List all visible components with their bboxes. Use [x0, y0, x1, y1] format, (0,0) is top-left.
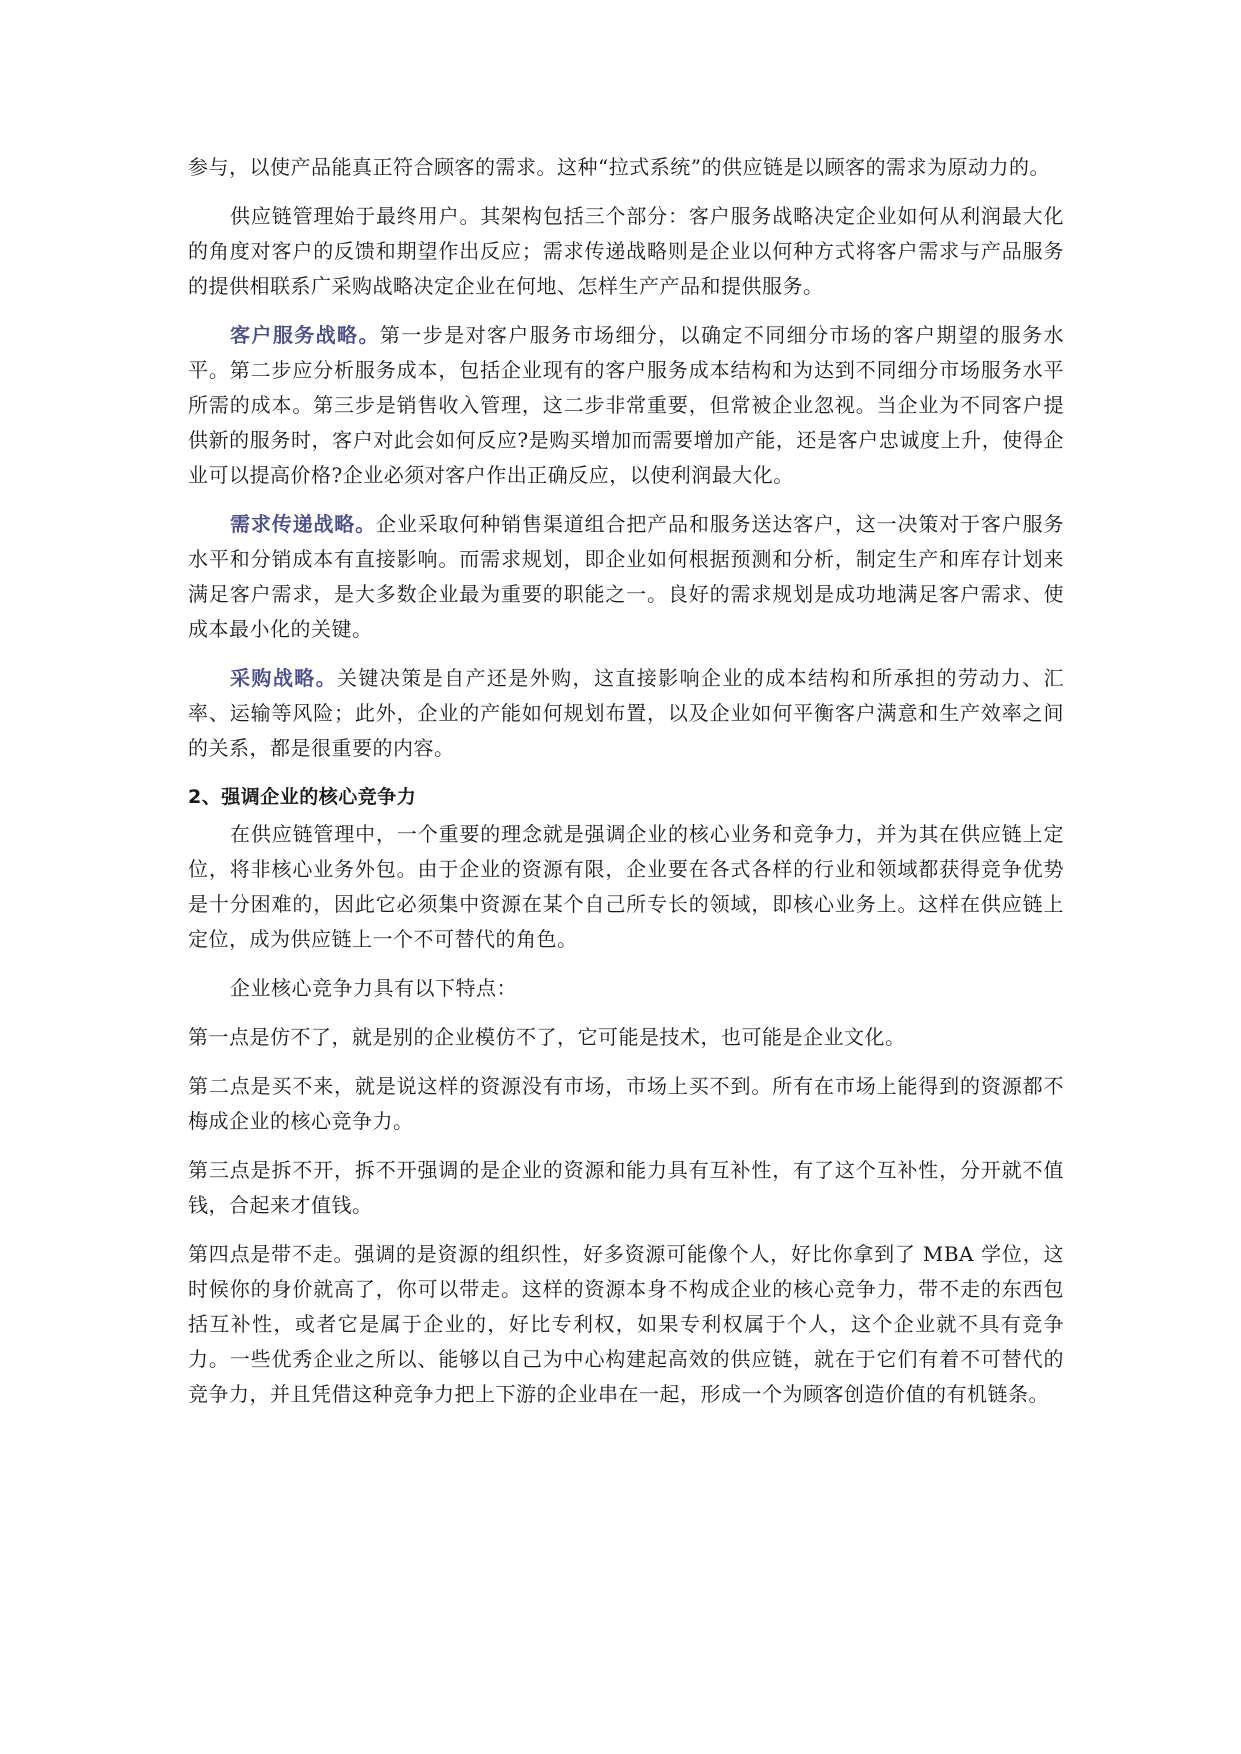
lead-demand-delivery-strategy: 需求传递战略。 [230, 512, 377, 536]
body-customer-service-strategy: 第一步是对客户服务市场细分，以确定不同细分市场的客户期望的服务水平。第二步应分析服务成本，包括企业现有的客户服务成本结构和为达到不同细分市场服务水平所需的成本。第三步是销售收入管理，这二步非常重要，但常被企业忽视。当企业为不同客户提供新的服务时，客户对此会如何反应?是购买增加而需要增加产能，还是客户忠诚度上升，使得企业可以提高价格?企业必须对客户作出正确反应，以使利润最大化。 [188, 323, 1065, 487]
paragraph-procurement-strategy [188, 661, 1064, 766]
paragraph-core-competence-features: 企业核心竞争力具有以下特点： [230, 976, 517, 1000]
section-heading-core-competence: 2、强调企业的核心竞争力 [188, 786, 417, 808]
paragraph-continuation: 参与，以使产品能真正符合顾客的需求。这种“拉式系统”的供应链是以顾客的需求为原动力的。 [188, 155, 1050, 179]
paragraph-core-competence-intro: 在供应链管理中，一个重要的理念就是强调企业的核心业务和竞争力，并为其在供应链上定位，将非核心业务外包。由于企业的资源有限，企业要在各式各样的行业和领域都获得竞争优势是十分困难的，因此它必须集中资源在某个自己所专长的领域，即核心业务上。这样在供应链上定位，成为供应链上一个不可替代的角色。 [188, 822, 1064, 951]
paragraph-point-three: 第三点是拆不开，拆不开强调的是企业的资源和能力具有互补性，有了这个互补性，分开就不值钱，合起来才值钱。 [188, 1158, 1064, 1217]
paragraph-demand-delivery-strategy [188, 507, 1064, 647]
paragraph-customer-service-strategy [188, 318, 1064, 493]
lead-customer-service-strategy: 客户服务战略。 [230, 323, 380, 347]
body-procurement-strategy: 关键决策是自产还是外购，这直接影响企业的成本结构和所承担的劳动力、汇率、运输等风险；此外，企业的产能如何规划布置，以及企业如何平衡客户满意和生产效率之间的关系，都是很重要的内容。 [188, 666, 1065, 760]
document-page [188, 150, 1064, 1426]
paragraph-supply-chain-architecture: 供应链管理始于最终用户。其架构包括三个部分：客户服务战略决定企业如何从利润最大化的角度对客户的反馈和期望作出反应；需求传递战略则是企业以何种方式将客户需求与产品服务的提供相联系广采购战略决定企业在何地、怎样生产产品和提供服务。 [188, 204, 1064, 298]
lead-procurement-strategy: 采购战略。 [230, 666, 338, 690]
body-demand-delivery-strategy: 企业采取何种销售渠道组合把产品和服务送达客户，这一决策对于客户服务水平和分销成本有直接影响。而需求规划，即企业如何根据预测和分析，制定生产和库存计划来满足客户需求，是大多数企业最为重要的职能之一。良好的需求规划是成功地满足客户需求、使成本最小化的关键。 [188, 512, 1065, 641]
paragraph-point-two: 第二点是买不来，就是说这样的资源没有市场，市场上买不到。所有在市场上能得到的资源都不梅成企业的核心竞争力。 [188, 1074, 1064, 1133]
paragraph-point-four: 第四点是带不走。强调的是资源的组织性，好多资源可能像个人，好比你拿到了 MBA 学位，这时候你的身价就高了，你可以带走。这样的资源本身不构成企业的核心竞争力，带不走的东西包括互补性，或者它是属于企业的，好比专利权，如果专利权属于个人，这个企业就不具有竞争力。一些优秀企业之所以、能够以自己为中心构建起高效的供应链，就在于它们有着不可替代的竞争力，并且凭借这种竞争力把上下游的企业串在一起，形成一个为顾客创造价值的有机链条。 [188, 1242, 1064, 1406]
paragraph-point-one: 第一点是仿不了，就是别的企业模仿不了，它可能是技术，也可能是企业文化。 [188, 1025, 906, 1049]
